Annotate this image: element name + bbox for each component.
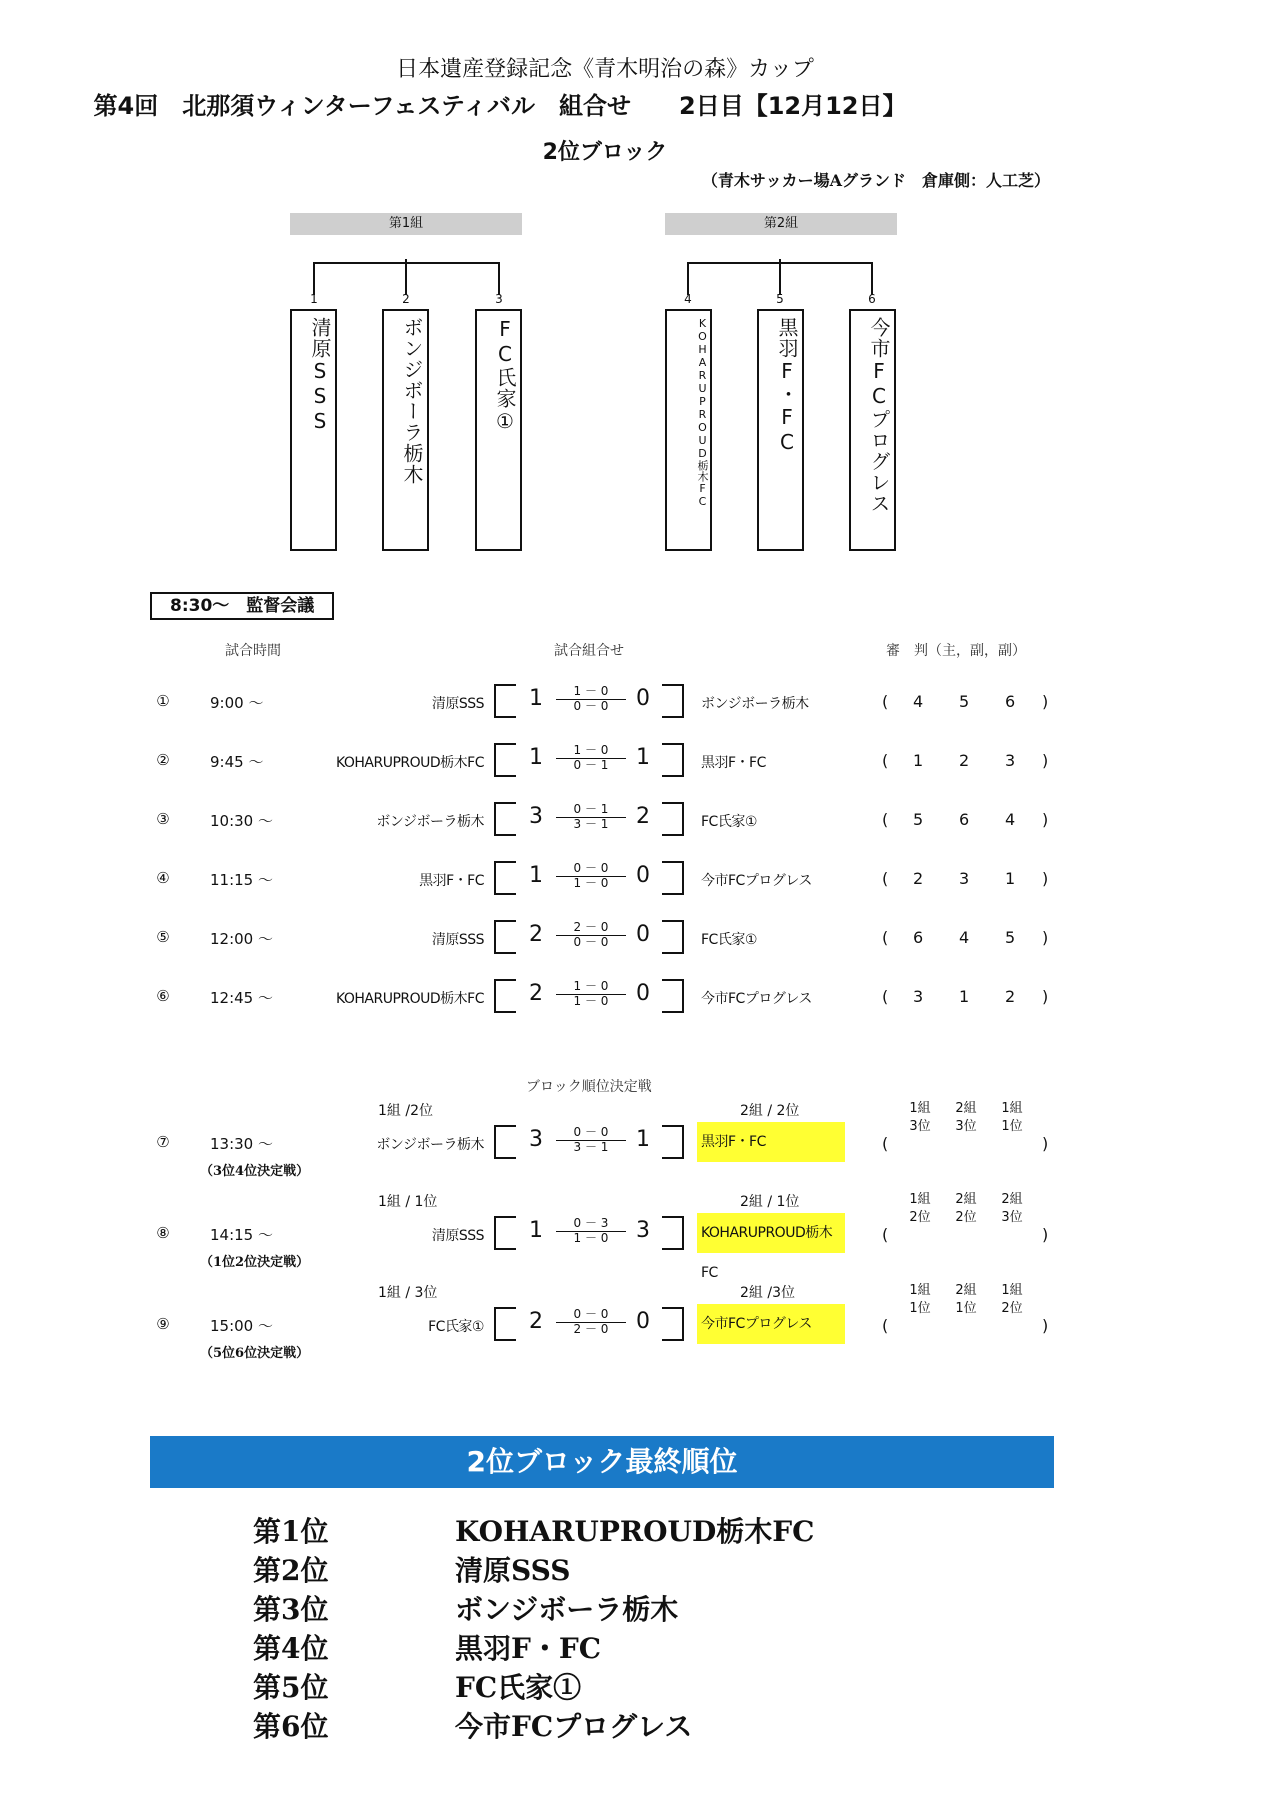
block-title: 2位ブロック (542, 140, 668, 165)
match-time: 12:00 〜 (210, 930, 273, 948)
referee-number: 6 (1005, 692, 1016, 711)
half-scores (556, 744, 626, 772)
bracket-left (494, 920, 516, 954)
home-score: 2 (529, 981, 543, 1006)
match-number: ⑥ (156, 987, 170, 1005)
referee-number: 4 (1005, 810, 1016, 829)
match-time: 9:45 〜 (210, 753, 264, 771)
playoff-title: ブロック順位決定戦 (526, 1079, 652, 1095)
rank-team: 黒羽F・FC (455, 1632, 602, 1665)
home-score: 1 (529, 1218, 543, 1243)
seed-number: 4 (684, 292, 692, 306)
rank-position: 第4位 (253, 1632, 329, 1665)
bracket-left (494, 743, 516, 777)
referee-place: 2位 (1001, 1301, 1023, 1316)
half-scores (556, 1308, 626, 1336)
bracket-right (662, 1307, 684, 1341)
referee-open-paren: ( (882, 1316, 889, 1335)
away-team: 黒羽F・FC (697, 1122, 845, 1162)
match-purpose: （1位2位決定戦） (200, 1255, 310, 1270)
referee-number: 2 (1005, 987, 1016, 1006)
referee-close-paren: ) (1042, 1134, 1049, 1153)
match-number: ⑦ (156, 1133, 170, 1151)
rank-position: 第3位 (253, 1593, 329, 1626)
bracket-right (662, 979, 684, 1013)
away-score: 0 (636, 686, 650, 711)
first-half-score: 1 － 0 (556, 980, 626, 995)
match-time: 12:45 〜 (210, 989, 273, 1007)
match-time: 9:00 〜 (210, 694, 264, 712)
referee-group: 1組 (1001, 1101, 1023, 1116)
home-score: 3 (529, 1127, 543, 1152)
referee-open-paren: ( (882, 1225, 889, 1244)
referee-place: 1位 (955, 1301, 977, 1316)
team-box (382, 309, 429, 551)
second-half-score: 3 － 1 (573, 1140, 609, 1154)
referee-place: 1位 (909, 1301, 931, 1316)
away-score: 0 (636, 922, 650, 947)
referee-group: 1組 (1001, 1283, 1023, 1298)
match-time: 14:15 〜 (210, 1226, 273, 1244)
referee-number: 5 (1005, 928, 1016, 947)
home-seed: 1組 / 1位 (378, 1194, 438, 1210)
home-score: 2 (529, 1309, 543, 1334)
referee-place: 3位 (1001, 1210, 1023, 1225)
rank-position: 第5位 (253, 1671, 329, 1704)
home-seed: 1組 / 3位 (378, 1285, 438, 1301)
home-score: 1 (529, 863, 543, 888)
first-half-score: 0 － 0 (556, 1308, 626, 1323)
away-team: FC氏家① (701, 932, 757, 948)
bracket-right (662, 802, 684, 836)
bracket-left (494, 1307, 516, 1341)
away-score: 0 (636, 863, 650, 888)
first-half-score: 1 － 0 (556, 744, 626, 759)
match-time: 13:30 〜 (210, 1135, 273, 1153)
referee-place: 1位 (1001, 1119, 1023, 1134)
referee-open-paren: ( (882, 1134, 889, 1153)
referee-close-paren: ) (1042, 692, 1049, 711)
bracket-right (662, 1216, 684, 1250)
bracket-right (662, 743, 684, 777)
second-half-score: 1 － 0 (573, 994, 609, 1008)
home-team: 清原SSS (431, 696, 484, 712)
match-number: ② (156, 751, 170, 769)
team-box (757, 309, 804, 551)
away-score: 3 (636, 1218, 650, 1243)
referee-number: 3 (1005, 751, 1016, 770)
team-box (849, 309, 896, 551)
referee-place: 3位 (909, 1119, 931, 1134)
match-number: ⑧ (156, 1224, 170, 1242)
bracket-left (494, 1216, 516, 1250)
second-half-score: 1 － 0 (573, 1231, 609, 1245)
away-team: ボンジボーラ栃木 (701, 696, 809, 712)
referee-open-paren: ( (882, 810, 889, 829)
match-number: ① (156, 692, 170, 710)
first-half-score: 0 － 3 (556, 1217, 626, 1232)
referee-close-paren: ) (1042, 810, 1049, 829)
referee-number: 4 (913, 692, 924, 711)
referee-group: 2組 (955, 1101, 977, 1116)
referee-number: 5 (913, 810, 924, 829)
match-time: 10:30 〜 (210, 812, 273, 830)
rank-team: ボンジボーラ栃木 (455, 1593, 679, 1626)
seed-number: 3 (495, 292, 503, 306)
home-team: 清原SSS (431, 932, 484, 948)
second-half-score: 0 － 0 (573, 935, 609, 949)
second-half-score: 0 － 1 (573, 758, 609, 772)
second-half-score: 3 － 1 (573, 817, 609, 831)
half-scores (556, 1217, 626, 1245)
second-half-score: 1 － 0 (573, 876, 609, 890)
home-score: 1 (529, 686, 543, 711)
referee-number: 3 (913, 987, 924, 1006)
match-purpose: （5位6位決定戦） (200, 1346, 310, 1361)
referee-open-paren: ( (882, 869, 889, 888)
bracket-left (494, 1125, 516, 1159)
referee-place: 2位 (909, 1210, 931, 1225)
away-score: 1 (636, 745, 650, 770)
match-number: ③ (156, 810, 170, 828)
referee-close-paren: ) (1042, 1316, 1049, 1335)
referee-close-paren: ) (1042, 869, 1049, 888)
first-half-score: 0 － 0 (556, 862, 626, 877)
away-seed: 2組 / 1位 (740, 1194, 800, 1210)
bracket-right (662, 1125, 684, 1159)
bracket-right (662, 920, 684, 954)
header-referee: 審 判（主，副，副） (886, 643, 1026, 659)
away-seed: 2組 / 2位 (740, 1103, 800, 1119)
referee-group: 2組 (1001, 1192, 1023, 1207)
referee-number: 4 (959, 928, 970, 947)
referee-number: 1 (1005, 869, 1016, 888)
bracket-right (662, 861, 684, 895)
seed-number: 5 (776, 292, 784, 306)
referee-number: 2 (913, 869, 924, 888)
referee-group: 1組 (909, 1192, 931, 1207)
half-scores (556, 862, 626, 890)
bracket-left (494, 979, 516, 1013)
seed-number: 1 (310, 292, 318, 306)
away-team: FC氏家① (701, 814, 757, 830)
referee-group: 2組 (955, 1192, 977, 1207)
match-number: ④ (156, 869, 170, 887)
half-scores (556, 1126, 626, 1154)
referee-group: 1組 (909, 1283, 931, 1298)
first-half-score: 2 － 0 (556, 921, 626, 936)
rank-position: 第2位 (253, 1554, 329, 1587)
away-team: KOHARUPROUD栃木FC (697, 1213, 845, 1253)
away-score: 1 (636, 1127, 650, 1152)
rank-team: 今市FCプログレス (455, 1710, 693, 1743)
referee-close-paren: ) (1042, 987, 1049, 1006)
home-score: 1 (529, 745, 543, 770)
referee-number: 6 (959, 810, 970, 829)
home-seed: 1組 /2位 (378, 1103, 433, 1119)
bracket-right (662, 684, 684, 718)
team-name: 今市FCプログレス (867, 317, 891, 514)
header-match: 試合組合せ (554, 643, 624, 659)
match-purpose: （3位4位決定戦） (200, 1164, 310, 1179)
rank-position: 第1位 (253, 1515, 329, 1548)
page-title: 第4回 北那須ウィンターフェスティバル 組合せ 2日目【12月12日】 (93, 92, 907, 120)
referee-group: 2組 (955, 1283, 977, 1298)
away-team: 黒羽F・FC (701, 755, 766, 771)
team-box (290, 309, 337, 551)
rank-position: 第6位 (253, 1710, 329, 1743)
away-team: 今市FCプログレス (701, 991, 812, 1007)
referee-place: 3位 (955, 1119, 977, 1134)
referee-number: 6 (913, 928, 924, 947)
referee-place: 2位 (955, 1210, 977, 1225)
first-half-score: 1 － 0 (556, 685, 626, 700)
home-team: ボンジボーラ栃木 (376, 1137, 484, 1153)
referee-number: 3 (959, 869, 970, 888)
referee-open-paren: ( (882, 692, 889, 711)
away-team: 今市FCプログレス (697, 1304, 845, 1344)
second-half-score: 2 － 0 (573, 1322, 609, 1336)
team-name: 黒羽F・FC (775, 317, 799, 455)
home-team: KOHARUPROUD栃木FC (335, 991, 484, 1007)
home-score: 2 (529, 922, 543, 947)
home-team: 黒羽F・FC (419, 873, 484, 889)
team-name: ボンジボーラ栃木 (400, 317, 424, 485)
header-time: 試合時間 (225, 643, 281, 659)
bracket-left (494, 861, 516, 895)
rank-team: KOHARUPROUD栃木FC (455, 1515, 815, 1548)
home-team: KOHARUPROUD栃木FC (335, 755, 484, 771)
team-name: FC氏家① (493, 317, 517, 434)
away-score: 2 (636, 804, 650, 829)
rank-team: FC氏家① (455, 1671, 582, 1704)
half-scores (556, 921, 626, 949)
seed-number: 2 (402, 292, 410, 306)
half-scores (556, 803, 626, 831)
referee-number: 1 (913, 751, 924, 770)
group-2-bracket (672, 259, 912, 295)
final-standings-banner: 2位ブロック最終順位 (150, 1436, 1054, 1488)
second-half-score: 0 － 0 (573, 699, 609, 713)
referee-group: 1組 (909, 1101, 931, 1116)
referee-number: 2 (959, 751, 970, 770)
referee-close-paren: ) (1042, 751, 1049, 770)
away-score: 0 (636, 1309, 650, 1334)
referee-close-paren: ) (1042, 928, 1049, 947)
half-scores (556, 980, 626, 1008)
referee-close-paren: ) (1042, 1225, 1049, 1244)
home-score: 3 (529, 804, 543, 829)
team-box (665, 309, 712, 551)
group-2-label: 第2組 (665, 213, 897, 235)
first-half-score: 0 － 0 (556, 1126, 626, 1141)
match-number: ⑤ (156, 928, 170, 946)
group-1-label: 第1組 (290, 213, 522, 235)
home-team: 清原SSS (431, 1228, 484, 1244)
referee-open-paren: ( (882, 987, 889, 1006)
match-time: 15:00 〜 (210, 1317, 273, 1335)
group-1-bracket (280, 259, 520, 295)
referee-open-paren: ( (882, 751, 889, 770)
referee-number: 1 (959, 987, 970, 1006)
home-team: ボンジボーラ栃木 (376, 814, 484, 830)
rank-team: 清原SSS (455, 1554, 571, 1587)
match-time: 11:15 〜 (210, 871, 273, 889)
event-title: 日本遺産登録記念《青木明治の森》カップ (396, 57, 814, 82)
meeting-note: 8:30〜 監督会議 (150, 592, 334, 620)
away-seed: 2組 /3位 (740, 1285, 795, 1301)
home-team: FC氏家① (428, 1319, 484, 1335)
first-half-score: 0 － 1 (556, 803, 626, 818)
match-number: ⑨ (156, 1315, 170, 1333)
venue-note: （青木サッカー場Aグランド 倉庫側：人工芝） (701, 171, 1050, 190)
team-box (475, 309, 522, 551)
team-name: 清原SSS (308, 317, 332, 434)
away-team: 今市FCプログレス (701, 873, 812, 889)
bracket-left (494, 684, 516, 718)
referee-number: 5 (959, 692, 970, 711)
seed-number: 6 (868, 292, 876, 306)
half-scores (556, 685, 626, 713)
away-score: 0 (636, 981, 650, 1006)
bracket-left (494, 802, 516, 836)
team-name: KOHARUPROUD栃木FC (696, 317, 709, 508)
referee-open-paren: ( (882, 928, 889, 947)
